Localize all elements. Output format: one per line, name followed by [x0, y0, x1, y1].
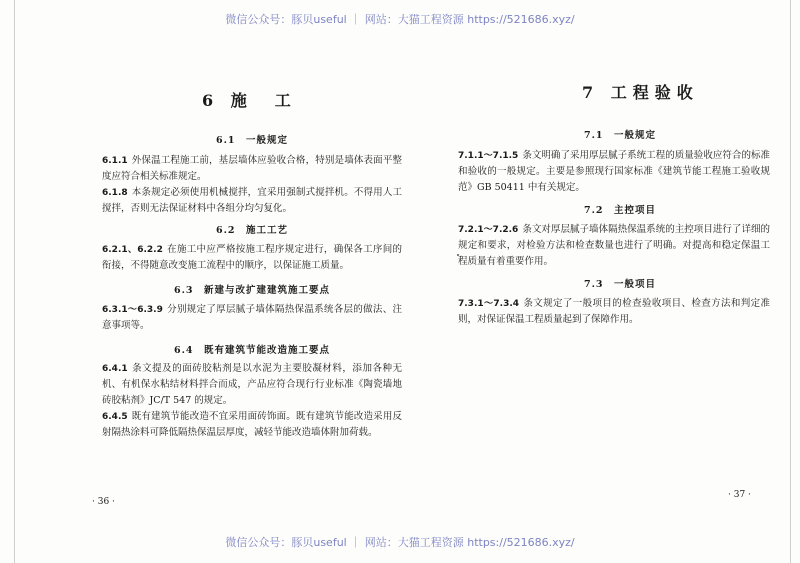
clause-number: 6.1.1 — [102, 156, 128, 166]
clause-text: 分别规定了厚层腻子墙体隔热保温系统各层的做法、注意事项等。 — [102, 304, 402, 331]
section-heading: 7.2 主控项目 — [583, 205, 657, 216]
clause-number: 6.4.1 — [102, 364, 128, 374]
clause-text: 本条规定必须使用机械搅拌，宜采用强制式搅拌机。不得用人工搅拌，否则无法保证材料中各组分均匀复化。 — [102, 187, 402, 214]
paragraph — [102, 153, 402, 185]
clause-text: 条文提及的面砖胶粘剂是以水泥为主要胶凝材料，添加各种无机、有机保水粘结材料拌合而成，产品应符合现行行业标准《陶瓷墙地砖胶粘剂》JC/T 547 的规定。 — [102, 363, 402, 406]
section-heading: 6.4 既有建筑节能改造施工要点 — [173, 345, 331, 356]
scan-edge-left — [14, 0, 15, 563]
page-number: · 37 · — [728, 490, 751, 500]
clause-text: 外保温工程施工前，基层墙体应验收合格，特别是墙体表面平整度应符合相关标准规定。 — [102, 155, 402, 182]
clause-number: 7.1.1～7.1.5 — [458, 151, 519, 161]
clause-text: 在施工中应严格按施工程序规定进行，确保各工序间的衔接，不得随意改变施工流程中的顺序，以保证施工质量。 — [102, 244, 402, 271]
section-heading: 6.3 新建与改扩建建筑施工要点 — [173, 285, 331, 296]
scan-speck — [457, 254, 459, 256]
clause-number: 6.4.5 — [102, 412, 128, 422]
section-heading: 6.1 一般规定 — [215, 135, 289, 146]
chapter-title: 7 工程验收 — [582, 83, 699, 102]
section-heading: 7.1 一般规定 — [583, 130, 657, 141]
clause-number: 7.2.1～7.2.6 — [458, 225, 519, 235]
section-heading: 7.3 一般项目 — [583, 279, 657, 290]
clause-text: 条文明确了采用厚层腻子系统工程的质量验收应符合的标准和验收的一般规定。主要是参照现行国家标准《建筑节能工程施工验收规范》GB 50411 中有关规定。 — [458, 150, 770, 193]
paragraph — [458, 148, 770, 196]
watermark-top: 微信公众号：豚贝useful ｜ 网站：大猫工程资源 https://521686.xyz/ — [225, 13, 575, 26]
paragraph — [102, 242, 402, 274]
clause-number: 6.3.1～6.3.9 — [102, 305, 163, 315]
watermark-bottom: 微信公众号：豚贝useful ｜ 网站：大猫工程资源 https://521686.xyz/ — [225, 536, 575, 549]
paragraph — [102, 361, 402, 409]
page-number: · 36 · — [92, 497, 115, 507]
clause-text: 条文规定了一般项目的检查验收项目、检查方法和判定准则，对保证保温工程质量起到了保障作用。 — [458, 298, 770, 325]
paragraph — [102, 409, 402, 441]
paragraph — [102, 185, 402, 217]
chapter-title: 6 施 工 — [202, 91, 297, 110]
clause-text: 条文对厚层腻子墙体隔热保温系统的主控项目进行了详细的规定和要求，对检验方法和检查数量也进行了明确。对提高和稳定保温工程质量有着重要作用。 — [458, 224, 770, 267]
clause-number: 6.1.8 — [102, 188, 128, 198]
paragraph — [102, 302, 402, 334]
paragraph — [458, 222, 770, 270]
clause-number: 6.2.1、6.2.2 — [102, 245, 163, 255]
clause-number: 7.3.1～7.3.4 — [458, 299, 520, 309]
scan-edge-right — [790, 0, 791, 563]
section-heading: 6.2 施工工艺 — [215, 225, 289, 236]
clause-text: 既有建筑节能改造不宜采用面砖饰面。既有建筑节能改造采用反射隔热涂料可降低隔热保温层厚度，减轻节能改造墙体附加荷载。 — [102, 411, 402, 438]
paragraph — [458, 296, 770, 328]
